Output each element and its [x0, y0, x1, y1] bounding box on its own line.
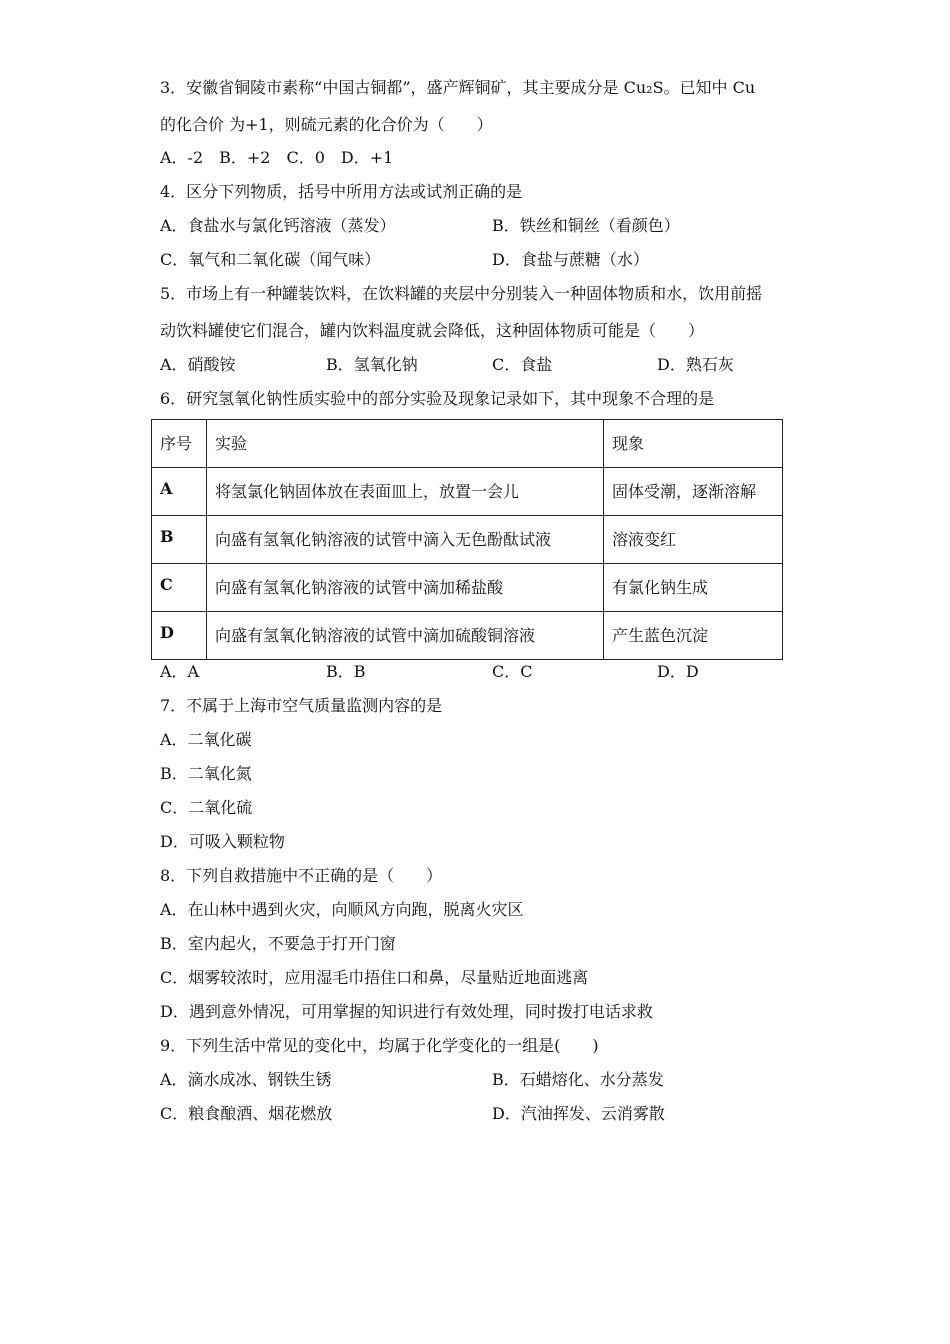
q9-stem: 9．下列生活中常见的变化中，均属于化学变化的一组是( ) [160, 1036, 599, 1055]
row-experiment: 向盛有氢氧化钠溶液的试管中滴加稀盐酸 [207, 564, 604, 612]
table-row [152, 468, 783, 516]
row-index: D [152, 612, 207, 660]
q7-stem: 7．不属于上海市空气质量监测内容的是 [160, 696, 443, 715]
q7-option-b: B．二氧化氮 [160, 764, 252, 783]
row-phenomenon: 溶液变红 [604, 516, 783, 564]
table-row [152, 516, 783, 564]
q9-option-b: B．石蜡熔化、水分蒸发 [492, 1070, 664, 1089]
q9-option-a: A．滴水成冰、钢铁生锈 [160, 1070, 332, 1089]
q6-stem: 6．研究氢氧化钠性质实验中的部分实验及现象记录如下，其中现象不合理的是 [160, 389, 715, 408]
q4-option-a: A．食盐水与氯化钙溶液（蒸发） [160, 216, 396, 235]
row-phenomenon: 固体受潮，逐渐溶解 [604, 468, 783, 516]
q8-stem: 8．下列自救措施中不正确的是（ ） [160, 866, 443, 885]
q3-stem-line2: 的化合价 为+1，则硫元素的化合价为（ ） [160, 115, 493, 134]
row-experiment: 向盛有氢氧化钠溶液的试管中滴加硫酸铜溶液 [207, 612, 604, 660]
header-experiment: 实验 [207, 420, 604, 468]
q8-option-c: C．烟雾较浓时，应用湿毛巾捂住口和鼻，尽量贴近地面逃离 [160, 968, 589, 987]
row-index: A [152, 468, 207, 516]
header-phenomenon: 现象 [604, 420, 783, 468]
q4-option-b: B．铁丝和铜丝（看颜色） [492, 216, 680, 235]
q4-option-c: C．氧气和二氧化碳（闻气味） [160, 250, 381, 269]
q6-option-a: A．A [160, 662, 200, 681]
q5-option-b: B．氢氧化钠 [326, 355, 418, 374]
row-experiment: 将氢氯化钠固体放在表面皿上，放置一会儿 [207, 468, 604, 516]
q5-stem-line1: 5．市场上有一种罐装饮料，在饮料罐的夹层中分别装入一种固体物质和水，饮用前摇 [160, 284, 763, 303]
table-header-row [152, 420, 783, 468]
q8-option-d: D．遇到意外情况，可用掌握的知识进行有效处理，同时拨打电话求救 [160, 1002, 653, 1021]
row-experiment: 向盛有氢氧化钠溶液的试管中滴入无色酚酞试液 [207, 516, 604, 564]
q5-option-c: C．食盐 [492, 355, 553, 374]
q3-stem-line1: 3．安徽省铜陵市素称“中国古铜都”，盛产辉铜矿，其主要成分是 Cu₂S。已知中 Cu [160, 78, 756, 97]
q8-option-a: A．在山林中遇到火灾，向顺风方向跑，脱离火灾区 [160, 900, 524, 919]
q8-option-b: B．室内起火，不要急于打开门窗 [160, 934, 396, 953]
q7-option-c: C．二氧化硫 [160, 798, 253, 817]
row-index: C [152, 564, 207, 612]
table-row [152, 564, 783, 612]
row-phenomenon: 产生蓝色沉淀 [604, 612, 783, 660]
row-index: B [152, 516, 207, 564]
q9-option-c: C．粮食酿酒、烟花燃放 [160, 1104, 333, 1123]
q5-option-d: D．熟石灰 [657, 355, 734, 374]
q4-option-d: D．食盐与蔗糖（水） [492, 250, 649, 269]
q6-option-d: D．D [657, 662, 699, 681]
header-index: 序号 [152, 420, 207, 468]
q9-option-d: D．汽油挥发、云消雾散 [492, 1104, 665, 1123]
q7-option-a: A．二氧化碳 [160, 730, 252, 749]
q6-option-c: C．C [492, 662, 533, 681]
row-phenomenon: 有氯化钠生成 [604, 564, 783, 612]
q6-option-b: B．B [326, 662, 366, 681]
q7-option-d: D．可吸入颗粒物 [160, 832, 285, 851]
q5-stem-line2: 动饮料罐使它们混合，罐内饮料温度就会降低，这种固体物质可能是（ ） [160, 321, 705, 340]
table-row [152, 612, 783, 660]
experiment-table [151, 419, 783, 660]
q4-stem: 4．区分下列物质，括号中所用方法或试剂正确的是 [160, 182, 523, 201]
q3-options: A．-2 B．+2 C．0 D．+1 [160, 148, 394, 167]
q5-option-a: A．硝酸铵 [160, 355, 236, 374]
